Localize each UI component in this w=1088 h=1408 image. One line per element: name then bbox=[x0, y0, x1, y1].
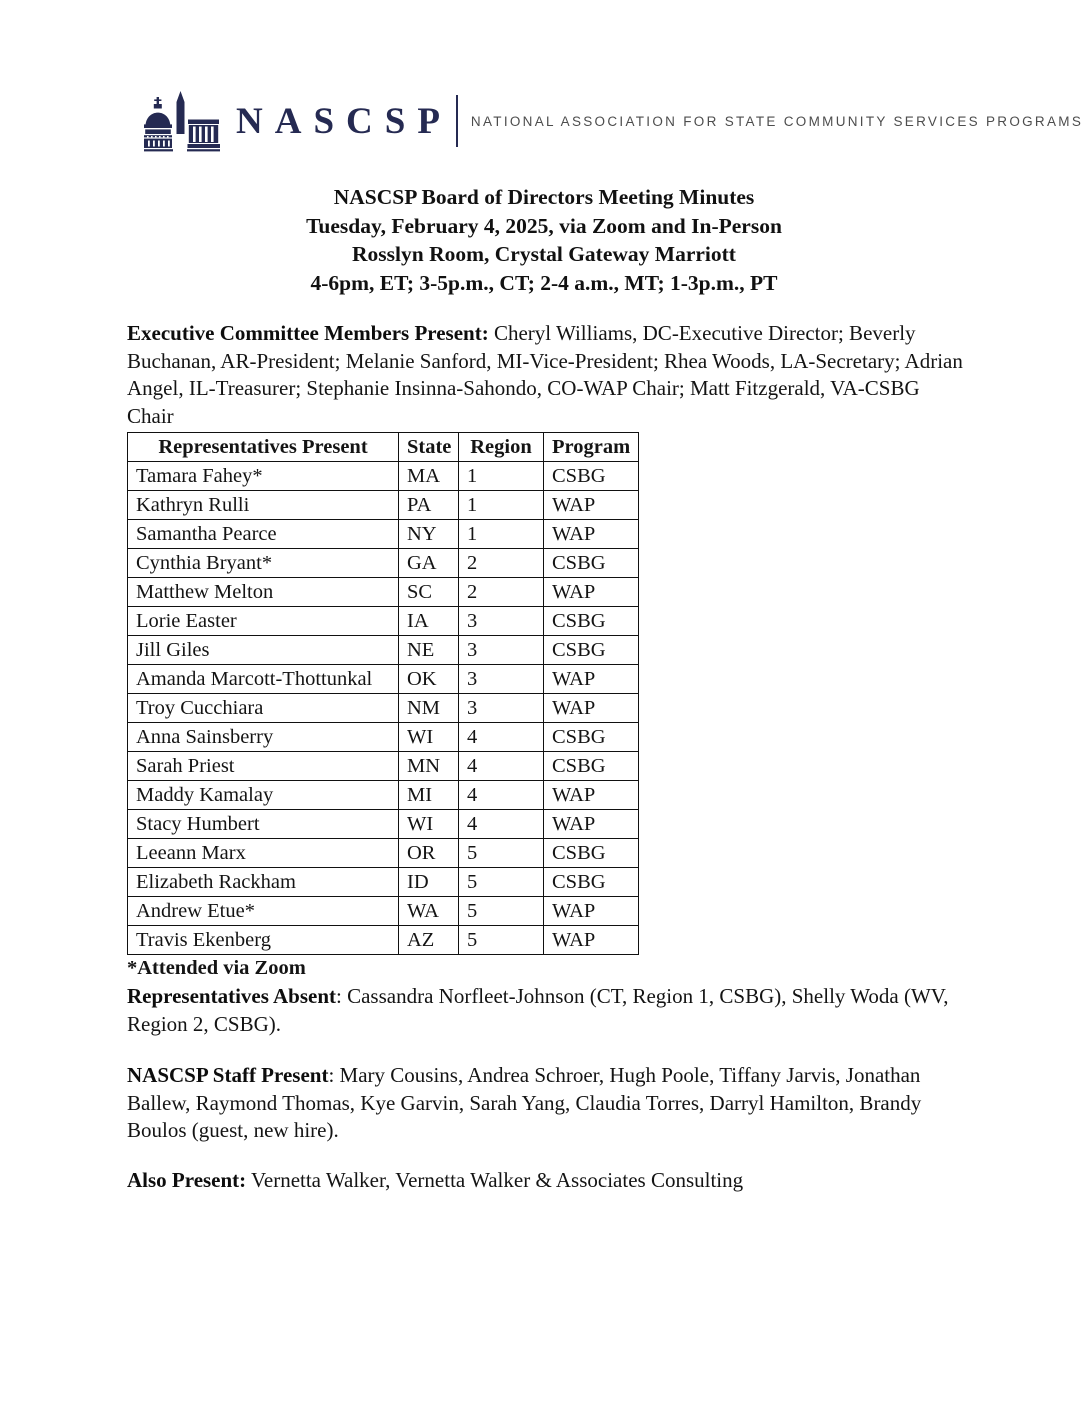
table-row bbox=[128, 665, 639, 694]
table-cell: Samantha Pearce bbox=[128, 520, 399, 549]
table-cell: CSBG bbox=[544, 752, 639, 781]
table-cell: 4 bbox=[459, 810, 544, 839]
table-cell: 5 bbox=[459, 897, 544, 926]
doc-title-line-4: 4-6pm, ET; 3-5p.m., CT; 2-4 a.m., MT; 1-3p.m., PT bbox=[310, 270, 778, 295]
table-cell: WAP bbox=[544, 781, 639, 810]
table-cell: 3 bbox=[459, 694, 544, 723]
also-present-paragraph bbox=[127, 1167, 963, 1195]
absent-text: : Cassandra Norfleet-Johnson (CT, Region 1, CSBG), Shelly Woda (WV, Region 2, CSBG). bbox=[127, 984, 949, 1036]
table-cell: NE bbox=[399, 636, 459, 665]
exec-committee-text: Cheryl Williams, DC-Executive Director; Beverly Buchanan, AR-President; Melanie Sanford, MI-Vice-President; Rhea Woods, LA-Secretary; Adrian Angel, IL-Treasurer; Stephanie Insinna-Sahondo, CO-WAP Chair; Matt Fitzgerald, VA-CSBG Chair bbox=[127, 321, 963, 428]
table-cell: 2 bbox=[459, 549, 544, 578]
zoom-footnote: *Attended via Zoom bbox=[127, 957, 306, 979]
table-cell: 3 bbox=[459, 636, 544, 665]
table-cell: WI bbox=[399, 810, 459, 839]
table-row bbox=[128, 491, 639, 520]
table-cell: Maddy Kamalay bbox=[128, 781, 399, 810]
table-cell: PA bbox=[399, 491, 459, 520]
table-cell: CSBG bbox=[544, 839, 639, 868]
table-cell: 3 bbox=[459, 665, 544, 694]
table-cell: SC bbox=[399, 578, 459, 607]
table-cell: WA bbox=[399, 897, 459, 926]
exec-committee-label: Executive Committee Members Present: bbox=[127, 321, 489, 345]
table-row bbox=[128, 810, 639, 839]
table-header-representatives: Representatives Present bbox=[128, 433, 399, 462]
table-row bbox=[128, 462, 639, 491]
table-cell: WAP bbox=[544, 694, 639, 723]
table-header-state: State bbox=[399, 433, 459, 462]
doc-title-line-2: Tuesday, February 4, 2025, via Zoom and In-Person bbox=[306, 213, 782, 238]
table-cell: Matthew Melton bbox=[128, 578, 399, 607]
table-row bbox=[128, 520, 639, 549]
table-cell: 4 bbox=[459, 723, 544, 752]
table-cell: Lorie Easter bbox=[128, 607, 399, 636]
table-cell: Travis Ekenberg bbox=[128, 926, 399, 955]
doc-title-line-1: NASCSP Board of Directors Meeting Minutes bbox=[333, 185, 755, 209]
table-cell: 5 bbox=[459, 839, 544, 868]
table-row bbox=[128, 636, 639, 665]
exec-committee-paragraph bbox=[127, 320, 963, 430]
table-cell: IA bbox=[399, 607, 459, 636]
table-cell: CSBG bbox=[544, 868, 639, 897]
table-cell: WAP bbox=[544, 926, 639, 955]
table-cell: 4 bbox=[459, 752, 544, 781]
table-cell: Amanda Marcott-Thottunkal bbox=[128, 665, 399, 694]
staff-paragraph bbox=[127, 1062, 963, 1145]
doc-title-line-3: Rosslyn Room, Crystal Gateway Marriott bbox=[352, 242, 736, 266]
also-present-text: Vernetta Walker, Vernetta Walker & Associates Consulting bbox=[246, 1168, 744, 1192]
table-cell: 4 bbox=[459, 781, 544, 810]
table-cell: Stacy Humbert bbox=[128, 810, 399, 839]
table-cell: GA bbox=[399, 549, 459, 578]
table-cell: 5 bbox=[459, 868, 544, 897]
table-cell: Elizabeth Rackham bbox=[128, 868, 399, 897]
staff-label: NASCSP Staff Present bbox=[127, 1063, 329, 1087]
table-body bbox=[128, 462, 639, 955]
logo-header bbox=[144, 90, 1083, 152]
title-block bbox=[0, 183, 1088, 297]
table-row bbox=[128, 897, 639, 926]
table-cell: MA bbox=[399, 462, 459, 491]
table-cell: Cynthia Bryant* bbox=[128, 549, 399, 578]
table-cell: Leeann Marx bbox=[128, 839, 399, 868]
logo-divider bbox=[456, 95, 458, 147]
absent-paragraph bbox=[127, 983, 963, 1038]
table-cell: WAP bbox=[544, 810, 639, 839]
table-cell: 1 bbox=[459, 520, 544, 549]
table-header-region: Region bbox=[459, 433, 544, 462]
table-row bbox=[128, 868, 639, 897]
table-row bbox=[128, 723, 639, 752]
table-cell: 5 bbox=[459, 926, 544, 955]
absent-label: Representatives Absent bbox=[127, 984, 337, 1008]
table-cell: MI bbox=[399, 781, 459, 810]
table-cell: WAP bbox=[544, 578, 639, 607]
table-cell: WAP bbox=[544, 897, 639, 926]
capitol-building-icon bbox=[144, 90, 220, 152]
table-cell: CSBG bbox=[544, 549, 639, 578]
table-cell: Andrew Etue* bbox=[128, 897, 399, 926]
table-row bbox=[128, 839, 639, 868]
table-cell: Tamara Fahey* bbox=[128, 462, 399, 491]
table-header-row bbox=[128, 433, 639, 462]
table-cell: CSBG bbox=[544, 636, 639, 665]
table-cell: CSBG bbox=[544, 607, 639, 636]
table-cell: Jill Giles bbox=[128, 636, 399, 665]
table-row bbox=[128, 752, 639, 781]
table-cell: 3 bbox=[459, 607, 544, 636]
table-cell: 1 bbox=[459, 491, 544, 520]
table-cell: CSBG bbox=[544, 723, 639, 752]
table-cell: Sarah Priest bbox=[128, 752, 399, 781]
table-cell: ID bbox=[399, 868, 459, 897]
also-present-label: Also Present: bbox=[127, 1168, 247, 1192]
table-cell: 1 bbox=[459, 462, 544, 491]
table-cell: OR bbox=[399, 839, 459, 868]
table-cell: Kathryn Rulli bbox=[128, 491, 399, 520]
table-row bbox=[128, 781, 639, 810]
table-cell: Anna Sainsberry bbox=[128, 723, 399, 752]
table-row bbox=[128, 549, 639, 578]
table-row bbox=[128, 694, 639, 723]
staff-text: : Mary Cousins, Andrea Schroer, Hugh Poole, Tiffany Jarvis, Jonathan Ballew, Raymond Thomas, Kye Garvin, Sarah Yang, Claudia Torres, Darryl Hamilton, Brandy Boulos (guest, new hire). bbox=[127, 1063, 922, 1143]
table-header-program: Program bbox=[544, 433, 639, 462]
table-cell: WAP bbox=[544, 491, 639, 520]
table-cell: OK bbox=[399, 665, 459, 694]
table-cell: WI bbox=[399, 723, 459, 752]
table-cell: WAP bbox=[544, 520, 639, 549]
table-cell: NM bbox=[399, 694, 459, 723]
table-row bbox=[128, 926, 639, 955]
table-row bbox=[128, 607, 639, 636]
table-cell: NY bbox=[399, 520, 459, 549]
table-cell: CSBG bbox=[544, 462, 639, 491]
logo-full-name: NATIONAL ASSOCIATION FOR STATE COMMUNITY SERVICES PROGRAMS bbox=[470, 113, 1084, 129]
table-cell: AZ bbox=[399, 926, 459, 955]
table-row bbox=[128, 578, 639, 607]
table-cell: WAP bbox=[544, 665, 639, 694]
table-cell: MN bbox=[399, 752, 459, 781]
table-cell: 2 bbox=[459, 578, 544, 607]
representatives-table bbox=[127, 432, 639, 955]
table-cell: Troy Cucchiara bbox=[128, 694, 399, 723]
logo-acronym: NASCSP bbox=[236, 100, 452, 142]
